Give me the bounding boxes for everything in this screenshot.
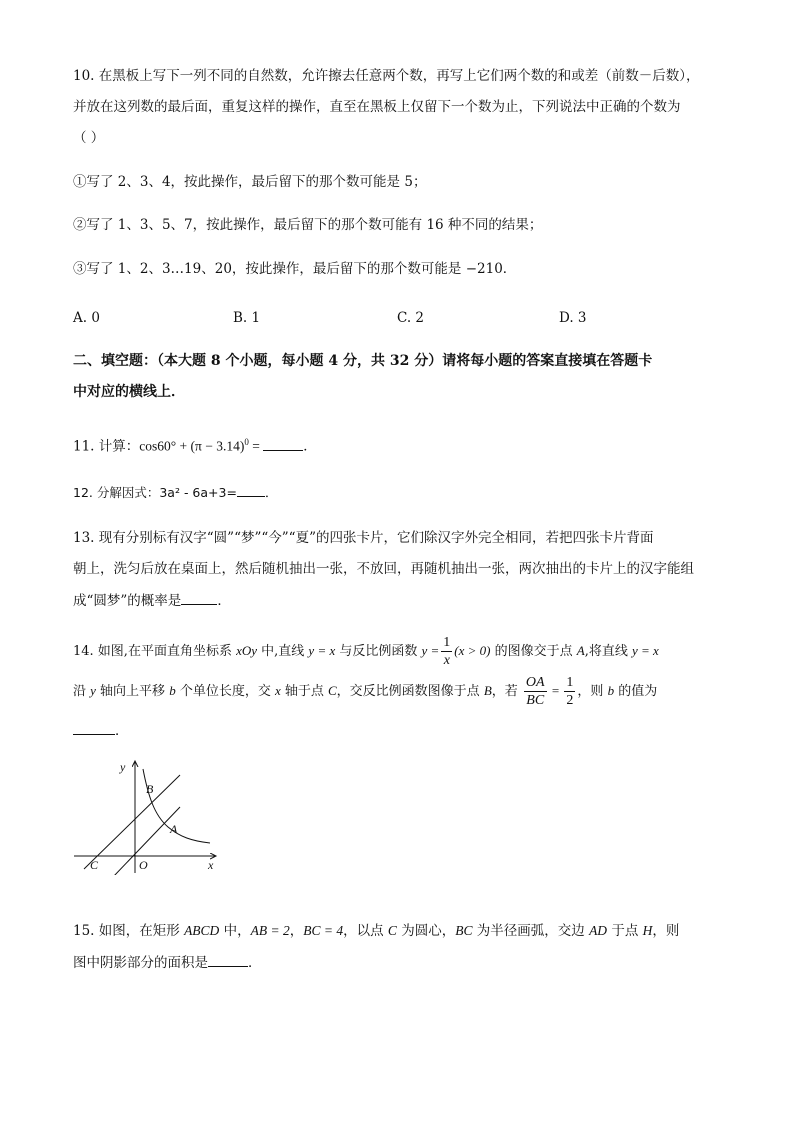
q15-ad: AD: [589, 923, 608, 938]
q14-l2-d: 轴于点: [280, 684, 328, 699]
label-y: y: [120, 760, 126, 774]
q14-xoy: xOy: [236, 643, 258, 658]
label-c: C: [90, 858, 99, 872]
q13-line2: 朝上，洗匀后放在桌面上，然后随机抽出一张，不放回，再随机抽出一张，两次抽出的卡片上的汉字能组: [73, 561, 694, 577]
q13-end: ．: [217, 593, 231, 609]
q10-statement-2: ②写了 1、3、5、7，按此操作，最后留下的那个数可能有 16 种不同的结果；: [73, 217, 543, 233]
q11-exponent: 0: [244, 437, 249, 447]
q10-option-a: A. 0: [73, 310, 100, 326]
q13-line3-text: 成“圆梦”的概率是: [73, 593, 182, 609]
q14-l2-e: ，交反比例函数图像于点: [336, 684, 484, 699]
q11-expression: cos60° + (π − 3.14): [139, 438, 245, 454]
section2-heading-line1: 二、填空题：（本大题 8 个小题，每小题 4 分，共 32 分）请将每小题的答案直接填在答题卡: [73, 353, 653, 369]
q10-line1: 10. 在黑板上写下一列不同的自然数，允许擦去任意两个数，再写上它们两个数的和或差（前数－后数），: [73, 68, 700, 84]
q10-option-c: C. 2: [397, 310, 425, 326]
q15-h: H: [642, 923, 653, 938]
q14-l2-f: ，若: [491, 684, 522, 699]
q14-ratio-fraction: [524, 674, 547, 709]
q15-text-6: 为半径画弧，交边: [472, 923, 590, 939]
q14-func-fraction: [441, 634, 452, 669]
q15-abcd: ABCD: [184, 923, 220, 938]
q11-end: ．: [303, 438, 317, 455]
q14-condition: (x > 0): [454, 643, 491, 658]
label-b: B: [146, 782, 154, 796]
q14-line-eq: y = x: [308, 643, 336, 658]
q10-statement-3: ③写了 1、2、3…19、20，按此操作，最后留下的那个数可能是 −210．: [73, 261, 517, 277]
q15-bc-2: BC: [455, 923, 473, 938]
q14-line1: [73, 634, 659, 669]
q10-line2: 并放在这列数的最后面，重复这样的操作，直至在黑板上仅留下一个数为止，下列说法中正确的个数为: [73, 99, 681, 115]
q14-line-eq-2: y = x: [631, 643, 659, 658]
q14-b-2: b: [607, 683, 615, 698]
q11: [73, 432, 317, 457]
q12-end: ．: [264, 485, 278, 500]
q14-answer-blank[interactable]: [73, 720, 115, 735]
q15-line2: [73, 952, 262, 973]
q14-figure: [70, 755, 230, 875]
q15-line2-text: 图中阴影部分的面积是: [73, 955, 208, 971]
q14-func-num: 1: [443, 635, 451, 650]
q15-text-2: 中，: [219, 923, 251, 939]
q15-bc: BC = 4: [303, 923, 344, 938]
q13-answer-blank[interactable]: [181, 590, 217, 605]
label-o: O: [139, 858, 148, 872]
q14-end: ．: [115, 723, 129, 739]
q10-option-b: B. 1: [233, 310, 261, 326]
q10-line3: （ ）: [73, 130, 105, 146]
q14-point-a: A: [576, 643, 585, 658]
q15-text-4: ，以点: [343, 923, 388, 939]
q14-text-4: 的图像交于点: [490, 644, 577, 659]
q10-statement-1: ①写了 2、3、4，按此操作，最后留下的那个数可能是 5；: [73, 174, 427, 190]
q14-l2-b: 轴向上平移: [95, 684, 170, 699]
q14-text-2: 中,直线: [257, 644, 309, 659]
q14-y-axis: y: [90, 683, 96, 698]
q15-text-7: 于点: [607, 923, 643, 939]
q11-equals: =: [248, 438, 264, 454]
q14-l2-a: 沿: [73, 684, 91, 699]
label-x: x: [208, 858, 214, 872]
q14-func-den: x: [443, 653, 450, 668]
q15-ab: AB = 2: [250, 923, 290, 938]
q14-half-fraction: [564, 674, 575, 709]
q14-l2-g: ，则: [577, 684, 608, 699]
q12: [73, 482, 277, 503]
q15-text-1: 15. 如图，在矩形: [73, 923, 185, 939]
q14-text-1: 14. 如图,在平面直角坐标系: [73, 644, 237, 659]
q14-half-den: 2: [566, 693, 574, 708]
q12-answer-blank[interactable]: [237, 482, 265, 497]
q14-ratio-eq: =: [548, 683, 563, 698]
q15-text-5: 为圆心，: [396, 923, 456, 939]
q11-prefix: 11. 计算：: [73, 438, 140, 455]
q14-l2-h: 的值为: [614, 684, 658, 699]
q14-half-num: 1: [566, 675, 574, 690]
q14-text-5: ,将直线: [584, 644, 632, 659]
q15-line1: [73, 921, 679, 941]
q15-text-3: ，: [289, 923, 304, 939]
q14-b: b: [169, 683, 176, 698]
q10-option-d: D. 3: [559, 310, 587, 326]
q14-l2-c: 个单位长度，交: [175, 684, 275, 699]
q14-line3: [73, 720, 129, 741]
q11-answer-blank[interactable]: [263, 436, 303, 451]
q15-end: ．: [248, 955, 262, 971]
q13-line1: 13. 现有分别标有汉字“圆”“梦”“今”“夏”的四张卡片，它们除汉字外完全相同，若把四张卡片背面: [73, 530, 654, 546]
q14-point-c: C: [328, 683, 337, 698]
section2-heading-line2: 中对应的横线上．: [73, 384, 185, 400]
q14-point-b: B: [483, 683, 492, 698]
q12-text: 12. 分解因式：3a² - 6a+3=: [73, 485, 237, 500]
q14-x-axis: x: [274, 683, 281, 698]
q15-c: C: [387, 923, 397, 938]
q14-ratio-num: OA: [525, 675, 545, 690]
q15-text-8: ，则: [652, 923, 680, 939]
q14-func-lhs: y =: [421, 643, 440, 658]
label-a: A: [170, 822, 178, 836]
q13-line3: [73, 590, 231, 611]
q14-text-3: 与反比例函数: [335, 644, 422, 659]
q14-ratio-den: BC: [526, 693, 545, 708]
q15-answer-blank[interactable]: [208, 952, 248, 967]
q14-line2: [73, 674, 657, 709]
